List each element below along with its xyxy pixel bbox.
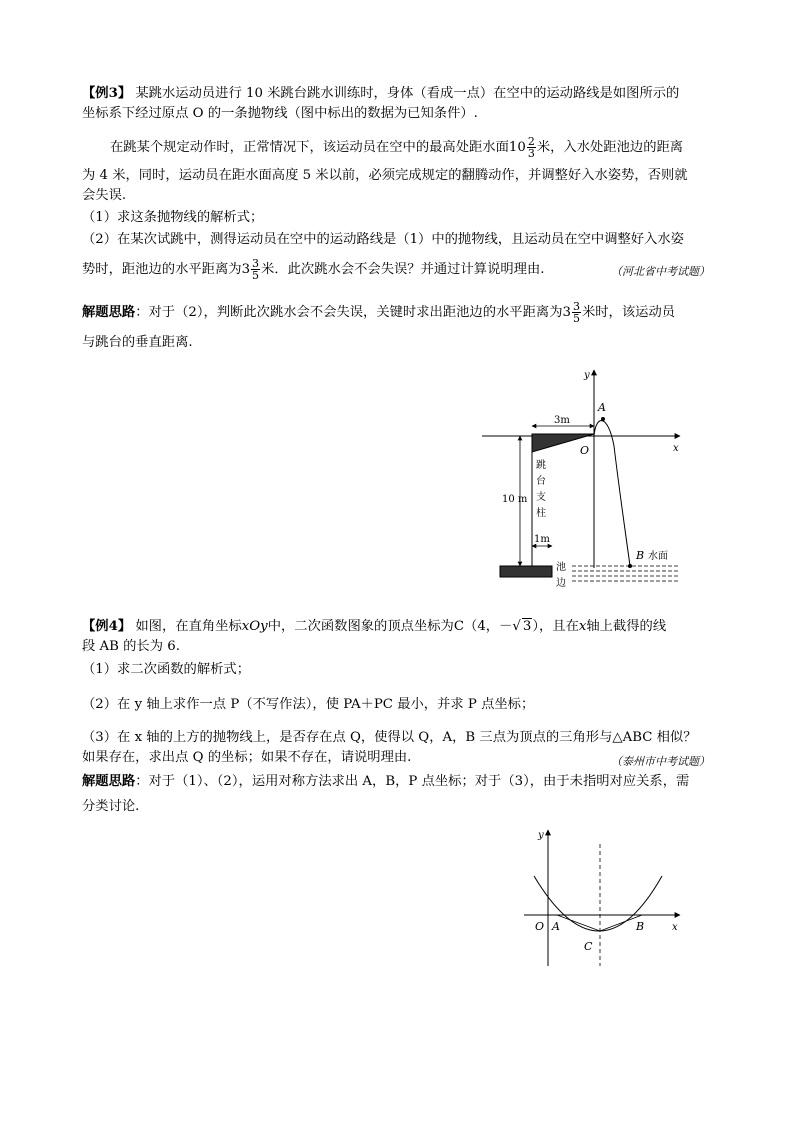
example3-question2-line2: 势时，距池边的水平距离为3 $\frac{3}{5}$ 米．此次跳水会不会失误？并通过计算说明理由. [82, 257, 545, 282]
example3-line4: 为 4 米，同时，运动员在距水面高度 5 米以前，必须完成规定的翻腾动作，并调整好入水姿势，否则就 [82, 168, 688, 183]
example4-question1: （1）求二次函数的解析式； [82, 662, 251, 677]
example3-hint-line1: 解题思路：对于（2），判断此次跳水会不会失误，关键时求出距池边的水平距离为3 $\frac{3}{5}$ 米时，该运动员 [82, 300, 676, 325]
fraction: $\frac{3}{5}$ [572, 300, 580, 325]
example3-source: （河北省中考试题） [611, 265, 710, 278]
platform-base [500, 566, 552, 577]
example3-line5: 会失误. [82, 188, 127, 203]
point-A-label: A [552, 920, 560, 933]
pillar-label-3: 支 [536, 492, 546, 503]
pool-edge-label-2: 边 [556, 578, 566, 588]
trajectory-curve [594, 421, 630, 566]
fraction: $\frac{3}{5}$ [252, 257, 260, 282]
pillar-label-2: 台 [536, 476, 546, 487]
label-10m: 10 m [502, 494, 528, 505]
example4-question3-line2: 如果存在，求出点 Q 的坐标；如果不存在，请说明理由. [82, 750, 412, 765]
example3-tag: 【例3】 [82, 86, 132, 101]
y-axis-label: y [538, 830, 544, 841]
y-axis-label: y [584, 370, 590, 381]
origin-label: O [580, 444, 590, 457]
example3-line1: 【例3】 某跳水运动员进行 10 米跳台跳水训练时，身体（看成一点）在空中的运动路线是如图所示的 [82, 86, 680, 101]
example3-question2-line1: （2）在某次试跳中，测得运动员在空中的运动路线是（1）中的抛物线，且运动员在空中调整好入水姿 [82, 232, 684, 247]
pool-edge-label-1: 池 [556, 562, 566, 573]
example4-line1: 【例4】 如图，在直角坐标xOy中，二次函数图象的顶点坐标为C（4，－√ 3），且在x轴上截得的线 [82, 619, 667, 634]
diving-diagram [480, 366, 690, 588]
origin-label: O [535, 920, 545, 933]
example4-question2: （2）在 y 轴上求作一点 P（不写作法），使 PA＋PC 最小，并求 P 点坐标； [82, 697, 535, 712]
point-C-label: C [584, 940, 593, 953]
example3-question1: （1）求这条抛物线的解析式； [82, 210, 264, 225]
example4-line2: 段 AB 的长为 6. [82, 639, 180, 654]
parabola-diagram [520, 826, 686, 968]
pillar-label-1: 跳 [536, 460, 546, 471]
label-3m: 3m [554, 415, 570, 426]
point-A-label: A [598, 401, 606, 414]
x-axis-label: x [672, 922, 678, 933]
label-1m: 1m [534, 534, 550, 545]
fraction: $\frac{2}{3}$ [527, 135, 535, 160]
example3-hint-line2: 与跳台的垂直距离. [82, 335, 193, 350]
x-axis-label: x [673, 443, 679, 454]
example4-hint-line2: 分类讨论. [82, 799, 140, 814]
point-B-label: B [636, 549, 645, 562]
hint-label: 解题思路 [82, 305, 136, 320]
example3-line3: 在跳某个规定动作时，正常情况下，该运动员在空中的最高处距水面10 $\frac{2}{3}$ 米，入水处距池边的距离 [110, 135, 684, 160]
example3-line2: 坐标系下经过原点 O 的一条抛物线（图中标出的数据为已知条件）. [82, 106, 478, 121]
point-B-label: B [636, 920, 645, 933]
hint-label: 解题思路 [82, 774, 136, 789]
example4-question3-line1: （3）在 x 轴的上方的抛物线上，是否存在点 Q，使得以 Q，A，B 三点为顶点的三角形与△ABC 相似？ [82, 730, 697, 745]
example4-source: （泰州市中考试题） [611, 755, 710, 768]
example4-tag: 【例4】 [82, 619, 132, 634]
water-surface-label: 水面 [648, 551, 668, 562]
example4-hint-line1: 解题思路：对于（1）、（2），运用对称方法求出 A，B，P 点坐标；对于（3），由于未指明对应关系，需 [82, 774, 690, 789]
pillar-label-4: 柱 [536, 508, 546, 519]
